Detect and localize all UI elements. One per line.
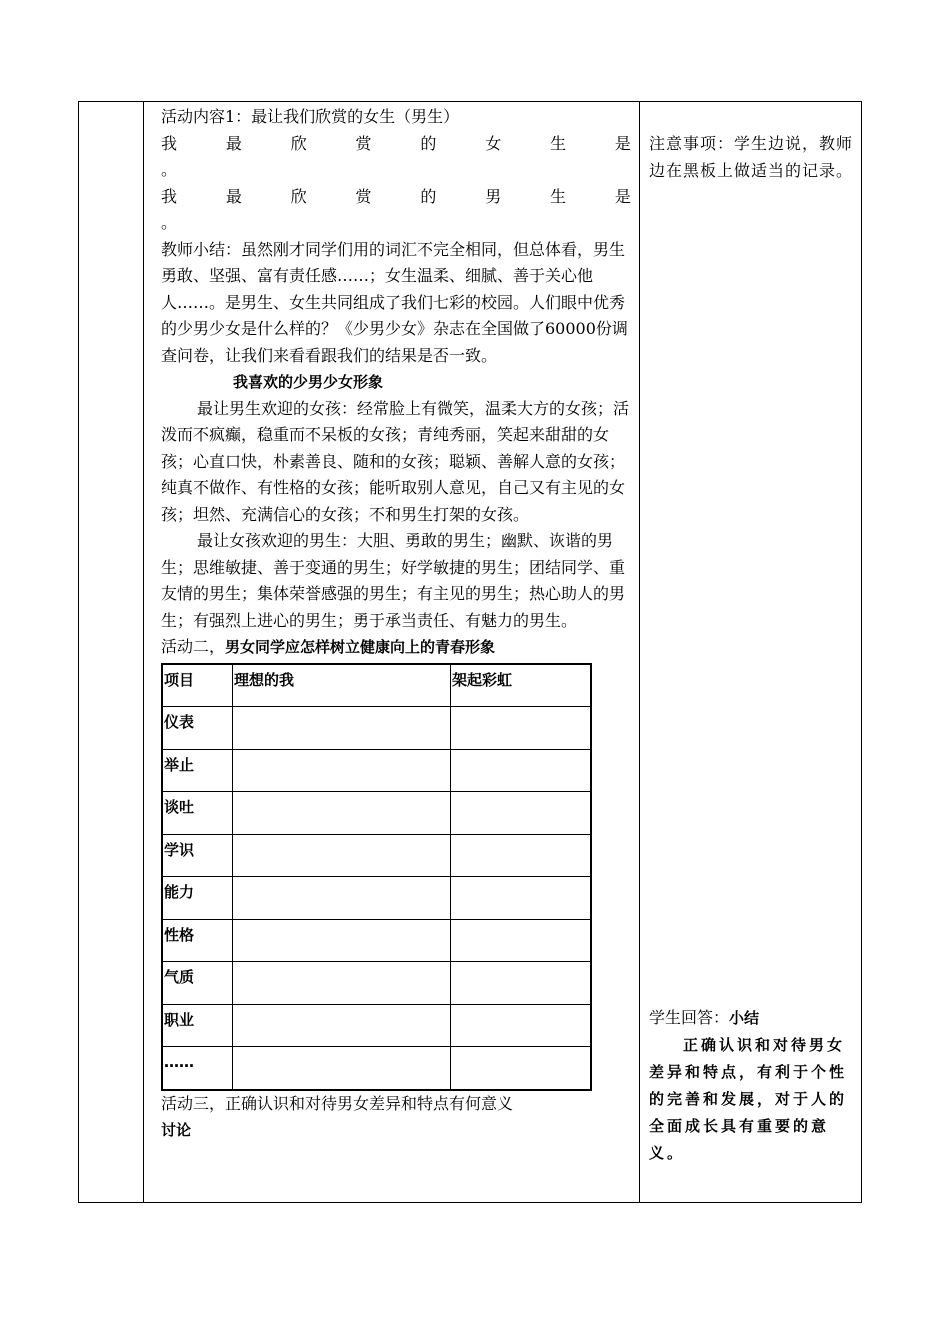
table-row [162, 962, 591, 1005]
activity2-title: 男女同学应怎样树立健康向上的青春形象 [225, 638, 496, 656]
row-label: 学识 [162, 834, 233, 877]
girl-prompt-end: 。 [161, 160, 178, 179]
table-cell[interactable] [451, 962, 592, 1005]
char: 赏 [355, 133, 372, 153]
lesson-table [78, 101, 862, 1203]
row-label: 气质 [162, 962, 233, 1005]
student-answer-block [649, 1004, 855, 1167]
discussion-label: 讨论 [161, 1121, 192, 1139]
char: 的 [420, 133, 437, 153]
table-row [162, 919, 591, 962]
row-label: …… [162, 1047, 233, 1090]
row-label: 仪表 [162, 707, 233, 750]
char: 最 [225, 133, 242, 153]
row-label: 谈吐 [162, 792, 233, 835]
boy-prompt-line [161, 184, 631, 211]
table-cell[interactable] [233, 877, 451, 920]
table-row [162, 834, 591, 877]
activity3-title: 活动三，正确认识和对待男女差异和特点有何意义 [161, 1093, 514, 1113]
table-cell[interactable] [451, 792, 592, 835]
section-heading: 我喜欢的少男少女形象 [233, 373, 384, 391]
main-content-column [161, 104, 631, 1144]
char: 我 [161, 133, 178, 153]
table-cell[interactable] [451, 707, 592, 750]
char: 最 [225, 186, 242, 206]
column-divider-right [639, 102, 640, 1202]
table-cell[interactable] [233, 834, 451, 877]
table-row [162, 792, 591, 835]
char: 我 [161, 186, 178, 206]
char: 生 [550, 186, 567, 206]
table-cell[interactable] [451, 834, 592, 877]
activity2-line [161, 634, 631, 661]
table-cell[interactable] [233, 962, 451, 1005]
teacher-summary: 教师小结：虽然刚才同学们用的词汇不完全相同，但总体看，男生勇敢、坚强、富有责任感……；女生温柔、细腻、善于关心他人……。是男生、女生共同组成了我们七彩的校园。人们眼中优秀的少男少女是什么样的？《少男少女》杂志在全国做了60000份调查问卷，让我们来看看跟我们的结果是否一致。 [161, 239, 628, 365]
row-label: 举止 [162, 749, 233, 792]
column-divider-left [143, 102, 144, 1202]
answer-label: 学生回答： [649, 1008, 730, 1027]
char: 赏 [355, 186, 372, 206]
table-row [162, 877, 591, 920]
table-row [162, 1004, 591, 1047]
header-cell: 项目 [162, 664, 233, 707]
row-label: 性格 [162, 919, 233, 962]
char: 欣 [290, 133, 307, 153]
boy-prompt-end: 。 [161, 213, 178, 232]
table-header-row [162, 664, 591, 707]
header-cell: 架起彩虹 [451, 664, 592, 707]
table-row [162, 707, 591, 750]
girl-prompt-line [161, 131, 631, 158]
answer-summary-label: 小结 [729, 1009, 760, 1027]
char: 欣 [290, 186, 307, 206]
conclusion-text: 正确认识和对待男女差异和特点，有利于个性的完善和发展，对于人的全面成长具有重要的意义。 [649, 1036, 848, 1162]
activity2-prefix: 活动二， [161, 637, 226, 656]
activity1-title: 活动内容1：最让我们欣赏的女生（男生） [161, 107, 460, 126]
row-label: 职业 [162, 1004, 233, 1047]
char: 生 [550, 133, 567, 153]
table-cell[interactable] [233, 707, 451, 750]
image-table [161, 663, 592, 1091]
char: 的 [420, 186, 437, 206]
char: 男 [485, 186, 502, 206]
table-cell[interactable] [233, 792, 451, 835]
table-row [162, 749, 591, 792]
table-cell[interactable] [451, 877, 592, 920]
char: 女 [485, 133, 502, 153]
table-cell[interactable] [451, 919, 592, 962]
boys-paragraph: 最让女孩欢迎的男生：大胆、勇敢的男生；幽默、诙谐的男生；思维敏捷、善于变通的男生；好学敏捷的男生；团结同学、重友情的男生；集体荣誉感强的男生；有主见的男生；热心助人的男生；有强烈上进心的男生；勇于承当责任、有魅力的男生。 [161, 531, 626, 630]
table-cell[interactable] [451, 1047, 592, 1090]
table-cell[interactable] [233, 919, 451, 962]
table-row [162, 1047, 591, 1090]
girls-paragraph: 最让男生欢迎的女孩：经常脸上有微笑，温柔大方的女孩；活泼而不疯癫，稳重而不呆板的女孩；青纯秀丽，笑起来甜甜的女孩；心直口快，朴素善良、随和的女孩；聪颖、善解人意的女孩；纯真不做作、有性格的女孩；能听取别人意见，自己又有主见的女孩；坦然、充满信心的女孩；不和男生打架的女孩。 [161, 398, 630, 524]
table-cell[interactable] [451, 749, 592, 792]
table-cell[interactable] [233, 1047, 451, 1090]
char: 是 [614, 133, 631, 153]
teacher-note: 注意事项：学生边说，教师边在黑板上做适当的记录。 [649, 134, 854, 180]
table-cell[interactable] [233, 749, 451, 792]
answer-line [649, 1004, 855, 1032]
table-cell[interactable] [233, 1004, 451, 1047]
table-cell[interactable] [451, 1004, 592, 1047]
row-label: 能力 [162, 877, 233, 920]
char: 是 [614, 186, 631, 206]
header-cell: 理想的我 [233, 664, 451, 707]
